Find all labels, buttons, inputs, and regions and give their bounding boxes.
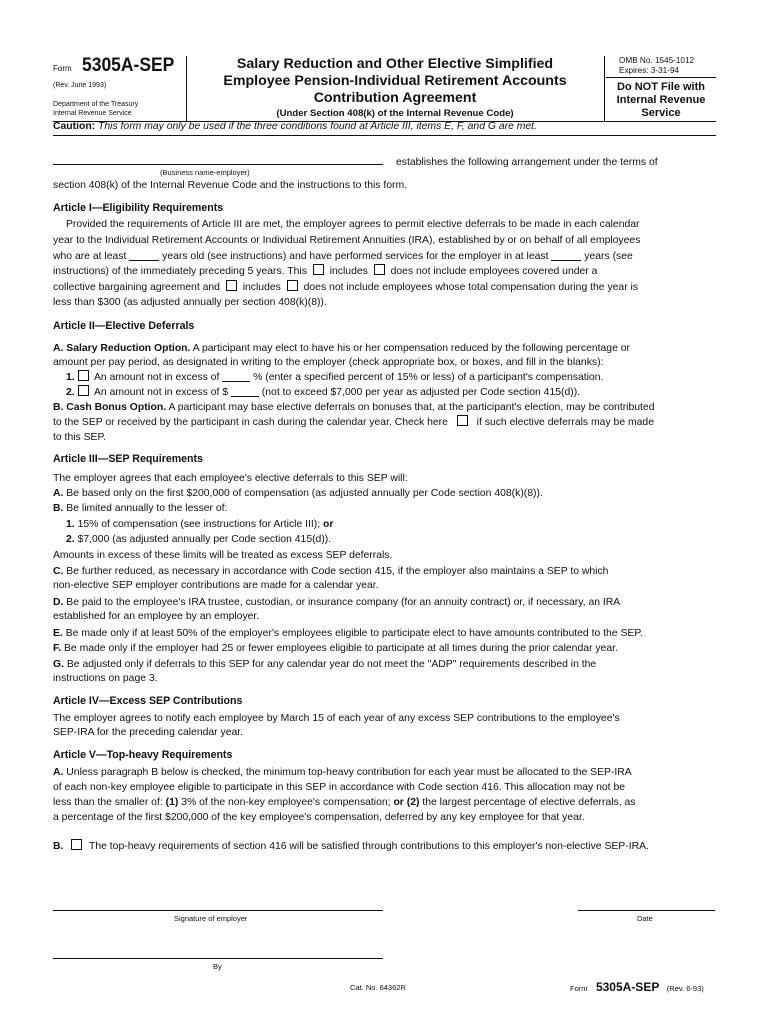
article-3-intro: The employer agrees that each employee's elective deferrals to this SEP will: [53,473,408,484]
service-years-field[interactable] [551,250,581,261]
article-5-title: Article V—Top-heavy Requirements [53,749,233,761]
header-divider-right [604,56,605,122]
option-one-marker: (1) [165,797,179,808]
smaller-of-text: less than the smaller of: [53,797,163,808]
intro-line-2: section 408(k) of the Internal Revenue Code and the instructions to this form. [53,180,408,191]
caution-bottom-rule [53,135,716,136]
item-b2-text: $7,000 (as adjusted annually per Code section 415(d)). [77,534,332,545]
article-1-line-2: year to the Individual Retirement Accounts or Individual Retirement Annuities (IRA), established by or on behalf of all employees [53,235,641,246]
cash-bonus-checkbox[interactable] [457,415,468,426]
title-line-2: Employee Pension-Individual Retirement Accounts [223,73,567,89]
item-a-letter: A. [53,488,64,499]
article-1-line-3 [53,249,633,265]
article-2-b-line-1 [53,400,654,416]
minimum-age-field[interactable] [129,250,159,261]
by-field[interactable] [53,958,383,959]
article-1-line-6: less than $300 (as adjusted annually per section 408(k)(8)). [53,297,327,308]
article-3-item-c-2: non-elective SEP employer contributions are made for a calendar year. [53,580,379,591]
title-line-1: Salary Reduction and Other Elective Simplified [236,56,554,72]
article-4-line-1: The employer agrees to notify each employee by March 15 of each year of any excess SEP contributions to the employee's [53,713,620,724]
article-3-item-b1 [66,517,333,533]
option-1-text-b: % (enter a specified percent of 15% or less) of a participant's compensation. [253,372,604,383]
article-5-b-line [53,839,649,855]
omb-number: OMB No. 1545-1012 [619,56,695,65]
does-not-include-label-2: does not include employees whose total compensation during the year is [303,282,639,293]
department-name: Department of the Treasury [53,101,139,108]
option-or: or [393,797,404,808]
article-2-b-line-3: to this SEP. [53,432,106,443]
includes-label-2: includes [242,282,281,293]
article-1-line-1: Provided the requirements of Article III are met, the employer agrees to permit elective deferrals to be made in each calendar [66,219,640,230]
item-e-text: Be made only if at least 50% of the employer's employees eligible to participate elect to have amounts contributed to the SEP. [65,628,643,639]
item-b1-or: or [323,519,334,530]
compensation-includes-checkbox[interactable] [226,280,237,291]
item-b-text: Be limited annually to the lesser of: [66,503,228,514]
option-2-number: 2. [66,387,75,398]
percent-field[interactable] [222,371,250,382]
percent-option-checkbox[interactable] [78,370,89,381]
do-not-file-line-2: Internal Revenue [616,94,706,106]
option-two-marker: (2) [406,797,420,808]
compensation-excludes-checkbox[interactable] [287,280,298,291]
article-5-a-line-2: of each non-key employee eligible to participate in this SEP in accordance with Code section 416. This allocation may not be [53,782,626,793]
item-g-text-1: Be adjusted only if deferrals to this SEP for any calendar year do not meet the "ADP" requirements described in the [66,659,597,670]
title-line-3: Contribution Agreement [313,90,477,106]
caution-label: Caution: [53,121,96,132]
option-2-text-b: (not to exceed $7,000 per year as adjusted per Code section 415(d)). [261,387,581,398]
omb-divider [606,77,716,78]
age-text: who are at least [53,251,127,262]
option-2-line [66,385,580,401]
collective-text: collective bargaining agreement and [53,282,220,293]
employer-signature-caption: Signature of employer [174,914,248,923]
article-3-item-a [53,486,543,502]
item-d-letter: D. [53,597,64,608]
do-not-file-line-1: Do NOT File with [617,81,705,93]
cash-bonus-text: A participant may base elective deferrals on bonuses that, at the participant's election, may be contributed [168,402,655,413]
article-5-a-line-1 [53,765,632,781]
date-caption: Date [637,914,653,923]
article-5-a-line-3 [53,795,635,811]
article-3-item-d-2: established for an employee by an employer. [53,611,260,622]
footer-revision: (Rev. 6-93) [666,984,704,993]
title-subtitle: (Under Section 408(k) of the Internal Revenue Code) [276,108,514,119]
article-3-title: Article III—SEP Requirements [53,453,203,465]
item-c-letter: C. [53,566,64,577]
form-number: 5305A-SEP [82,55,175,76]
caution-text: This form may only be used if the three conditions found at Article III, items E, F, and G are met. [98,121,537,132]
expiration-date: Expires: 3-31-94 [619,66,680,75]
catalog-number: Cat. No. 64362R [350,983,406,992]
footer-form-id [570,978,704,996]
item-b1-number: 1. [66,519,75,530]
amount-option-checkbox[interactable] [78,385,89,396]
option-1-text-a: An amount not in excess of [94,372,220,383]
by-caption: By [213,962,222,971]
bargaining-excludes-checkbox[interactable] [374,264,385,275]
caution-line [53,121,537,132]
business-name-caption: (Business name-employer) [160,168,250,177]
article-5-a-text-1: Unless paragraph B below is checked, the minimum top-heavy contribution for each year must be allocated to the SEP-IRA [66,767,632,778]
preceding-years-text: instructions) of the immediately preceding 5 years. This [53,266,307,277]
option-1-number: 1. [66,372,75,383]
item-c-text-1: Be further reduced, as necessary in accordance with Code section 415, if the employer also maintains a SEP to which [66,566,609,577]
item-a-text: Be based only on the first $200,000 of compensation (as adjusted annually per Code section 408(k)(8)). [66,488,543,499]
does-not-include-label: does not include employees covered under a [390,266,598,277]
amount-field[interactable] [231,386,259,397]
footer-form-number: 5305A-SEP [595,980,660,994]
item-g-letter: G. [53,659,64,670]
article-4-line-2: SEP-IRA for the preceding calendar year. [53,727,244,738]
article-3-item-g-2: instructions on page 3. [53,673,158,684]
date-field[interactable] [578,910,715,911]
article-5-a-letter: A. [53,767,64,778]
article-2-title: Article II—Elective Deferrals [53,320,195,332]
top-heavy-checkbox[interactable] [71,839,82,850]
option-1-line [66,370,603,386]
salary-reduction-label: A. Salary Reduction Option. [53,343,191,354]
article-5-b-text: The top-heavy requirements of section 416 will be satisfied through contributions to this employer's non-elective SEP-IRA. [89,841,649,852]
article-3-item-b [53,501,227,517]
cash-bonus-text-2b: if such elective deferrals may be made [476,417,654,428]
revision-date: (Rev. June 1993) [53,82,107,89]
service-text: years old (see instructions) and have performed services for the employer in at least [162,251,549,262]
item-f-letter: F. [53,643,62,654]
article-1-line-4 [53,264,597,280]
option-one-text: 3% of the non-key employee's compensation; [181,797,391,808]
article-1-title: Article I—Eligibility Requirements [53,202,224,214]
cash-bonus-label: B. Cash Bonus Option. [53,402,167,413]
footer-form-label: Form [570,984,588,993]
bargaining-includes-checkbox[interactable] [313,264,324,275]
years-see-text: years (see [584,251,633,262]
article-3-item-e [53,626,643,642]
article-1-line-5 [53,280,638,296]
employer-signature-field[interactable] [53,910,383,911]
item-d-text-1: Be paid to the employee's IRA trustee, custodian, or insurance company (for an annuity contract) or, if necessary, an IRA [66,597,621,608]
includes-label: includes [329,266,368,277]
article-5-b-letter: B. [53,841,64,852]
article-3-item-f [53,641,618,657]
article-3-item-b2 [66,532,331,548]
salary-reduction-text: A participant may elect to have his or her compensation reduced by the following percentage or [192,343,630,354]
option-2-text-a: An amount not in excess of $ [94,387,229,398]
business-name-field[interactable] [53,164,383,165]
item-b-letter: B. [53,503,64,514]
form-label: Form [53,64,72,73]
article-3-excess: Amounts in excess of these limits will be treated as excess SEP deferrals. [53,550,393,561]
item-b2-number: 2. [66,534,75,545]
cash-bonus-text-2a: to the SEP or received by the participant in cash during the calendar year. Check here [53,417,448,428]
article-5-a-line-4: a percentage of the first $200,000 of the key employee's compensation, deferred by any key employee for that year. [53,812,585,823]
option-two-text: the largest percentage of elective deferrals, as [422,797,636,808]
article-4-title: Article IV—Excess SEP Contributions [53,695,243,707]
item-f-text: Be made only if the employer had 25 or fewer employees eligible to participate at all times during the prior calendar year. [63,643,618,654]
establishes-text: establishes the following arrangement under the terms of [396,157,658,168]
irs-name: Internal Revenue Service [53,110,132,117]
item-e-letter: E. [53,628,63,639]
article-2-a-line-2: amount per pay period, as designated in writing to the employer (check appropriate box, or boxes, and fill in the blanks): [53,357,604,368]
article-2-b-line-2 [53,415,654,431]
item-b1-text: 15% of compensation (see instructions for Article III); [77,519,321,530]
do-not-file-line-3: Service [641,107,681,119]
